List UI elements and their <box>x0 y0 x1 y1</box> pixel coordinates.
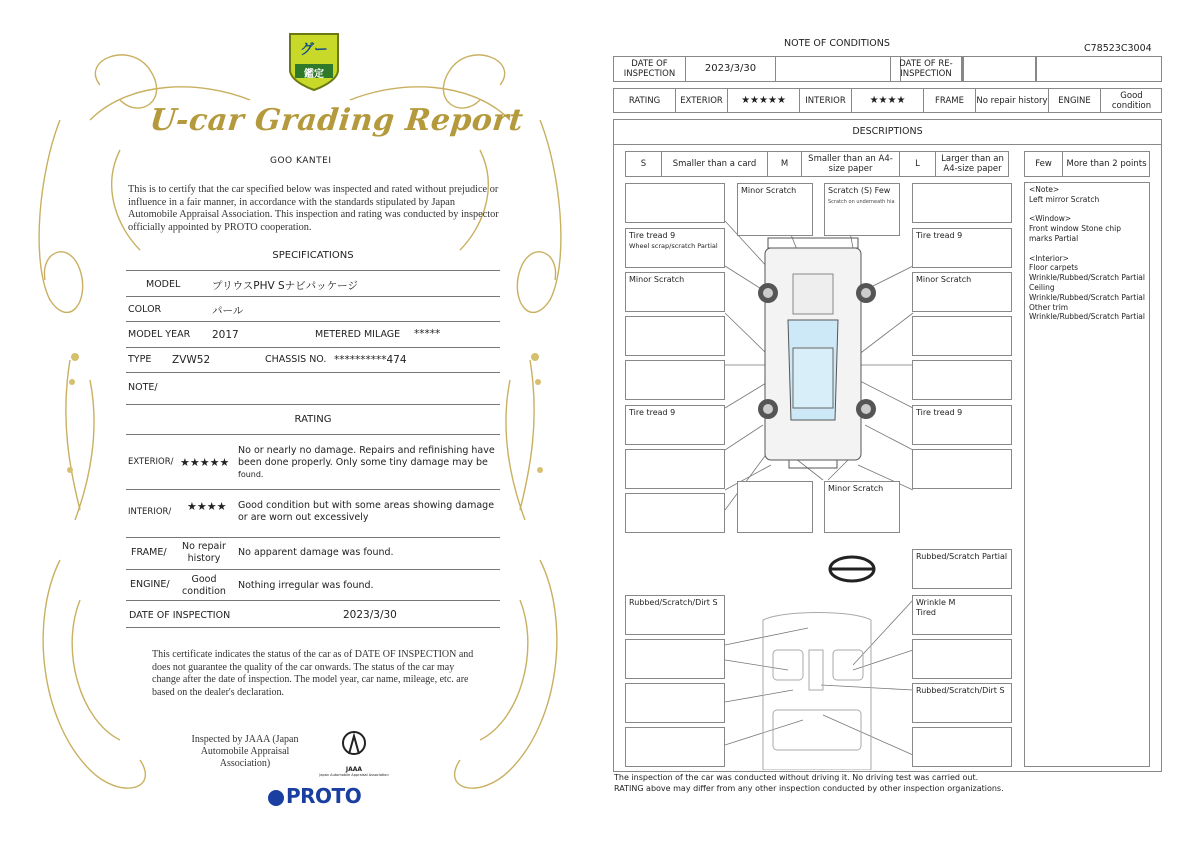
legend-few: Few <box>1025 152 1063 176</box>
callout-box <box>625 493 725 533</box>
exterior-stars-r: ★★★★★ <box>728 89 800 112</box>
callout-seat-right: Rubbed/Scratch/Dirt S <box>912 683 1012 723</box>
goo-kantei-badge <box>287 30 341 92</box>
interior-description: Good condition but with some areas showing damage or are worn out excessively <box>238 500 495 523</box>
exterior-label: EXTERIOR/ <box>128 457 174 467</box>
color-label: COLOR <box>128 304 162 315</box>
callout-box <box>912 449 1012 489</box>
legend-l: L <box>900 152 936 176</box>
engine-description: Nothing irregular was found. <box>238 580 374 591</box>
legend-m-desc: Smaller than an A4-size paper <box>802 152 900 176</box>
callout-box <box>625 639 725 679</box>
callout-box <box>625 683 725 723</box>
frame-description: No apparent damage was found. <box>238 547 394 558</box>
legend-few-desc: More than 2 points <box>1066 159 1147 169</box>
note-line: Left mirror Scratch <box>1029 194 1100 204</box>
note-line: Wrinkle/Rubbed/Scratch Partial <box>1029 292 1145 302</box>
proto-text: PROTO <box>286 784 362 808</box>
model-year-value: 2017 <box>212 329 239 341</box>
engine-value: Good condition <box>182 574 226 597</box>
interior-stars: ★★★★ <box>187 500 227 513</box>
jaaa-text: JAAA <box>345 766 363 773</box>
legend-l-desc: Larger than an A4-size paper <box>941 154 1004 174</box>
certification-text: This is to certify that the car specified below was inspected and rated without prejudice or influence in a fair manner, in accordance with the standards stipulated by Japan Automobile Appraisal Association. This inspection and rating was conducted by inspector officially appointed by PROTO cooperation. <box>128 184 499 233</box>
report-title: U-car Grading Report <box>148 103 526 138</box>
callout-steering: Rubbed/Scratch Partial <box>912 549 1012 589</box>
callout-seat-left: Rubbed/Scratch/Dirt S <box>625 595 725 635</box>
callout-box <box>912 727 1012 767</box>
note-title: NOTE OF CONDITIONS <box>784 38 890 49</box>
callout-wrinkle: Wrinkle M Tired <box>912 595 1012 635</box>
note-line: Wrinkle/Rubbed/Scratch Partial <box>1029 312 1145 322</box>
model-label: MODEL <box>146 279 181 290</box>
legend-s-desc: Smaller than a card <box>662 152 768 176</box>
callout-minor-scratch-right: Minor Scratch <box>912 272 1012 312</box>
frame-label-r: FRAME <box>924 89 976 112</box>
reinspection-label: DATE OF RE-INSPECTION <box>890 57 962 81</box>
interior-stars-r: ★★★★ <box>852 89 924 112</box>
legend-s: S <box>626 152 662 176</box>
mileage-label: METERED MILAGE <box>315 329 401 340</box>
callout-box <box>625 449 725 489</box>
engine-label: ENGINE/ <box>130 579 170 590</box>
chassis-label: CHASSIS NO. <box>265 354 327 365</box>
callout-tire-front-left: Tire tread 9 Wheel scrap/scratch Partial <box>625 228 725 268</box>
callout-minor-scratch-left: Minor Scratch <box>625 272 725 312</box>
report-subtitle: GOO KANTEI <box>270 156 332 166</box>
inspection-date-label: DATE OF INSPECTION <box>129 610 231 621</box>
descriptions-heading: DESCRIPTIONS <box>852 126 923 137</box>
doi-value: 2023/3/30 <box>686 57 776 81</box>
note-line: <Window> <box>1029 214 1072 224</box>
callout-box <box>912 183 1012 223</box>
badge-top-text: グー <box>300 42 328 58</box>
inspection-date-value: 2023/3/30 <box>343 609 397 621</box>
exterior-stars: ★★★★★ <box>180 456 230 469</box>
doi-label: DATE OF INSPECTION <box>614 57 686 81</box>
inspection-date-row <box>613 56 1162 82</box>
exterior-description: No or nearly no damage. Repairs and refinishing have been done properly. Only some tiny damage may be found. <box>238 445 495 479</box>
callout-tire-front-right: Tire tread 9 <box>912 228 1012 268</box>
callout-box <box>912 360 1012 400</box>
frame-value: No repair history <box>182 541 226 564</box>
jaaa-emblem-icon <box>341 730 367 762</box>
mileage-value: ***** <box>414 328 441 340</box>
rating-label: RATING <box>614 89 676 112</box>
notes-panel <box>1024 182 1150 767</box>
type-label: TYPE <box>128 354 152 365</box>
few-legend <box>1024 151 1150 177</box>
callout-box <box>625 727 725 767</box>
callout-tire-rear-left: Tire tread 9 <box>625 405 725 445</box>
jaaa-subtext: Japan Automobile Appraisal Association <box>319 773 389 777</box>
callout-tire-rear-right: Tire tread 9 <box>912 405 1012 445</box>
footer-line-2: RATING above may differ from any other inspection conducted by other inspection organizations. <box>614 784 1004 793</box>
note-line <box>1029 205 1145 215</box>
note-line <box>1029 244 1145 254</box>
note-line: Floor carpets <box>1029 263 1079 273</box>
rating-row <box>613 88 1162 113</box>
jaaa-logo <box>318 730 390 777</box>
callout-box <box>912 316 1012 356</box>
interior-label: INTERIOR/ <box>128 507 172 517</box>
report-code: C78523C3004 <box>1084 43 1152 54</box>
note-line: Wrinkle/Rubbed/Scratch Partial <box>1029 273 1145 283</box>
callout-box <box>625 316 725 356</box>
certificate-footnote: This certificate indicates the status of the car as of DATE OF INSPECTION and does not guarantee the quality of the car onwards. The status of the car may change after the date of inspection. The model year, car name, mileage, etc. are based on the dealer's declaration. <box>152 649 474 698</box>
note-line: Ceiling <box>1029 282 1055 292</box>
engine-value-r: Good condition <box>1111 90 1152 111</box>
exterior-label-r: EXTERIOR <box>676 89 728 112</box>
footer-line-1: The inspection of the car was conducted without driving it. No driving test was carried out. <box>614 773 979 782</box>
color-value: パール <box>212 305 244 317</box>
callout-box <box>625 360 725 400</box>
model-value: プリウスPHV Sナビパッケージ <box>212 280 358 292</box>
size-legend <box>625 151 1009 177</box>
note-line: <Interior> <box>1029 253 1069 263</box>
inspected-by: Inspected by JAAA (Japan Automobile Appraisal Association) <box>191 734 299 769</box>
rating-heading: RATING <box>294 414 332 425</box>
interior-label-r: INTERIOR <box>800 89 852 112</box>
legend-m: M <box>768 152 802 176</box>
proto-mark-icon <box>268 790 284 806</box>
callout-minor-scratch-top: Minor Scratch <box>737 183 813 236</box>
note-line: <Note> <box>1029 185 1060 194</box>
chassis-value: **********474 <box>334 354 407 366</box>
note-line: Front window Stone chip marks Partial <box>1029 224 1121 243</box>
callout-box <box>625 183 725 223</box>
note-label: NOTE/ <box>128 382 158 393</box>
callout-scratch-few: Scratch (S) Few Scratch on underneath hia <box>824 183 900 236</box>
badge-bottom-text: 鑑定 <box>304 69 324 80</box>
type-value: ZVW52 <box>172 354 211 366</box>
frame-value-r: No repair history <box>976 89 1049 112</box>
frame-label: FRAME/ <box>131 547 167 558</box>
model-year-label: MODEL YEAR <box>128 329 191 340</box>
callout-box <box>737 481 813 533</box>
note-line: Other trim <box>1029 302 1069 312</box>
engine-label-r: ENGINE <box>1049 89 1101 112</box>
proto-logo <box>268 784 361 808</box>
specifications-heading: SPECIFICATIONS <box>272 250 354 261</box>
callout-box <box>912 639 1012 679</box>
callout-minor-scratch-rear: Minor Scratch <box>824 481 900 533</box>
